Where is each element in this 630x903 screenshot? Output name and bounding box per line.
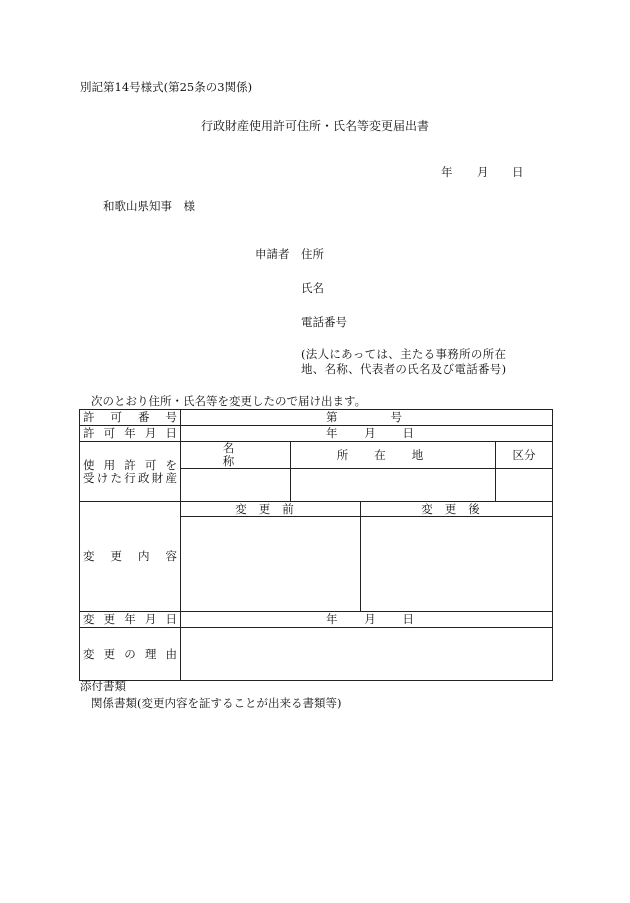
reason-field[interactable] xyxy=(181,628,553,681)
property-label xyxy=(80,442,181,502)
property-category-header: 区分 xyxy=(496,442,553,469)
change-before-field[interactable] xyxy=(181,517,361,612)
change-date-row xyxy=(80,612,553,628)
reason-label: 変更の理由 xyxy=(80,628,181,681)
form-number-label: 別記第14号様式(第25条の3関係) xyxy=(80,80,253,94)
addressee: 和歌山県知事 様 xyxy=(103,199,195,213)
property-location-field[interactable] xyxy=(291,469,496,502)
property-name-header-text: 名称 xyxy=(222,441,249,468)
property-name-field[interactable] xyxy=(181,469,291,502)
permit-date-day: 日 xyxy=(402,426,414,440)
applicant-phone-label: 電話番号 xyxy=(301,315,347,329)
property-location-header-text: 所在地 xyxy=(336,447,450,462)
attachments-title: 添付書類 xyxy=(80,679,126,693)
reason-row xyxy=(80,628,553,681)
date-year-label: 年 xyxy=(441,165,453,179)
corporation-note-line1: (法人にあっては、主たる事務所の所在 xyxy=(301,347,507,361)
change-date-field[interactable] xyxy=(181,612,553,628)
change-date-label: 変更年月日 xyxy=(80,612,181,628)
change-date-month: 月 xyxy=(364,612,376,626)
change-after-header-text: 変更後 xyxy=(421,501,492,516)
applicant-name-label: 氏名 xyxy=(301,281,324,295)
change-date-day: 日 xyxy=(402,612,414,626)
change-header-row xyxy=(80,502,553,517)
date-month-label: 月 xyxy=(477,165,489,179)
change-content-label: 変更内容 xyxy=(80,502,181,612)
permit-date-month: 月 xyxy=(364,426,376,440)
notification-form-table xyxy=(79,409,553,681)
permit-number-row xyxy=(80,410,553,426)
change-before-header xyxy=(181,502,361,517)
attachments-item: 関係書類(変更内容を証することが出来る書類等) xyxy=(91,696,342,710)
permit-number-suffix: 号 xyxy=(390,410,402,424)
change-after-field[interactable] xyxy=(361,517,553,612)
corporation-note-line2: 地、名称、代表者の氏名及び電話番号) xyxy=(301,362,507,376)
change-date-year: 年 xyxy=(326,612,338,626)
property-category-field[interactable] xyxy=(496,469,553,502)
document-title: 行政財産使用許可住所・氏名等変更届出書 xyxy=(200,119,429,133)
change-before-header-text: 変更前 xyxy=(235,501,306,516)
property-label-line2: 受けた行政財産 xyxy=(83,470,177,485)
property-header-row xyxy=(80,442,553,469)
permit-date-field[interactable] xyxy=(181,426,553,442)
property-name-header xyxy=(181,442,291,469)
property-location-header xyxy=(291,442,496,469)
permit-number-field[interactable] xyxy=(181,410,553,426)
permit-date-row xyxy=(80,426,553,442)
intro-text: 次のとおり住所・氏名等を変更したので届け出ます。 xyxy=(91,394,367,408)
permit-number-label: 許可番号 xyxy=(80,410,181,426)
date-day-label: 日 xyxy=(512,165,524,179)
applicant-label: 申請者 xyxy=(255,247,290,261)
property-label-line1: 使用許可を xyxy=(83,457,177,472)
permit-date-year: 年 xyxy=(326,426,338,440)
change-after-header xyxy=(361,502,553,517)
applicant-address-label: 住所 xyxy=(301,247,324,261)
permit-date-label: 許可年月日 xyxy=(80,426,181,442)
permit-number-prefix: 第 xyxy=(326,410,338,424)
